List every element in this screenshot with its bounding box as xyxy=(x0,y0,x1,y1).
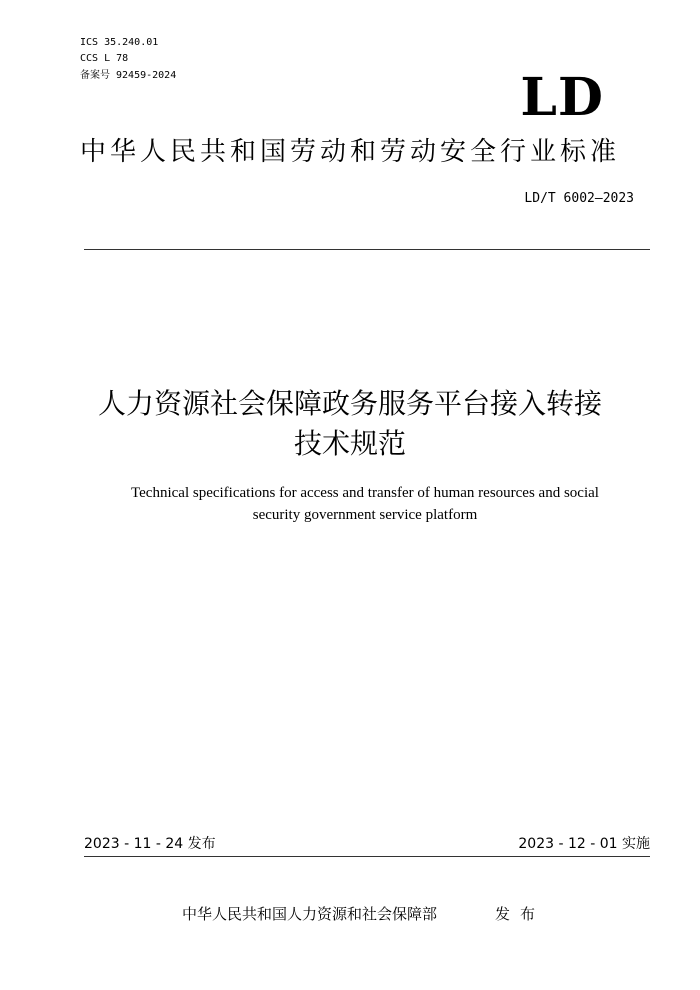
ics-code: ICS 35.240.01 xyxy=(80,37,159,48)
standard-category-title: 中华人民共和国劳动和劳动安全行业标准 xyxy=(79,137,620,167)
publish-label: 发布 xyxy=(495,905,546,923)
standard-number: LD/T 6002—2023 xyxy=(524,191,634,206)
document-title-chinese xyxy=(0,384,700,464)
implementation-date: 2023 - 12 - 01 实施 xyxy=(518,836,650,852)
document-title-english xyxy=(90,482,640,526)
publisher-name: 中华人民共和国人力资源和社会保障部 xyxy=(182,905,438,923)
title-cn-line-1: 人力资源社会保障政务服务平台接入转接 xyxy=(97,387,602,420)
issue-date: 2023 - 11 - 24 发布 xyxy=(84,836,216,852)
title-en-line-1: Technical specifications for access and transfer of human resources and social xyxy=(131,485,599,501)
standard-mark: LD xyxy=(520,67,604,128)
top-divider xyxy=(84,249,650,250)
bottom-divider xyxy=(84,856,650,857)
title-cn-line-2: 技术规范 xyxy=(293,427,406,460)
title-en-line-2: security government service platform xyxy=(252,507,478,523)
ccs-code: CCS L 78 xyxy=(80,53,129,64)
registration-number: 备案号 92459-2024 xyxy=(80,70,177,81)
